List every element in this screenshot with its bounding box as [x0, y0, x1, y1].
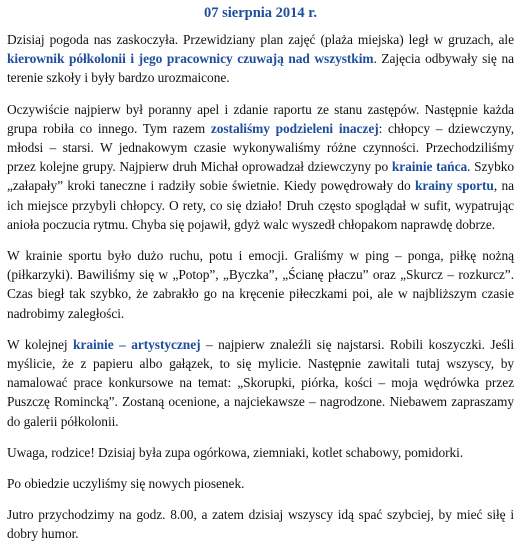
paragraph-5: [7, 443, 514, 462]
document-body: [7, 30, 514, 544]
paragraph-4: [7, 335, 514, 431]
text-run: : chłopcy – dziewczyny, młodsi – starsi. W jednakowym czasie wykonywaliśmy różne czynności. Przechodziliśmy przez kolejne grupy. Najpierw druh Michał oprowadzał dziewczyny po: [7, 120, 514, 175]
paragraph-3: [7, 246, 514, 323]
paragraph-6: [7, 474, 514, 493]
text-run: – najpierw znaleźli się najstarsi. Robili koszyczki. Jeśli myślicie, że z papieru albo gałązek, to się mylicie. Następnie zawitali tutaj wszyscy, by namalować prace konkursowe na temat: „Skorupki, piórka, kości – moja wędrówka przez Puszczę Romincką”. Zostaną ocenione, a najciekawsze – nagrodzone. Niebawem zapraszamy do galerii półkolonii.: [7, 336, 514, 429]
text-run: W kolejnej: [7, 336, 74, 352]
text-run: Po obiedzie uczyliśmy się nowych piosenek.: [7, 476, 245, 492]
text-run: . Szybko „załapały” kroki taneczne i radziły sobie świetnie. Kiedy powędrowały do: [7, 159, 515, 194]
paragraph-1: [7, 30, 514, 88]
text-run: , na ich miejsce przybyli chłopcy. O rety, co się działo! Druh często spoglądał w sufit, wypatrując anioła poczucia rytmu. Chyba się pojawił, gdyż walc wyszedł chłopakom naprawdę dobrze.: [7, 178, 515, 232]
text-run: Jutro przychodzimy na godz. 8.00, a zatem dzisiaj wszyscy idą spać szybciej, by mieć siłę i dobry humor.: [7, 507, 514, 542]
document-date: 07 sierpnia 2014 r.: [203, 5, 318, 21]
highlighted-phrase: krainie – artystycznej: [73, 336, 201, 352]
text-run: Uwaga, rodzice! Dzisiaj była zupa ogórkowa, ziemniaki, kotlet schabowy, pomidorki.: [7, 444, 464, 460]
highlighted-phrase: krainy sportu: [414, 178, 494, 194]
text-run: Dzisiaj pogoda nas zaskoczyła. Przewidziany plan zajęć (plaża miejska) legł w gruzach, ale: [7, 32, 514, 47]
highlighted-phrase: zostaliśmy podzieleni inaczej: [210, 120, 379, 136]
paragraph-2: [7, 100, 514, 234]
text-run: Oczywiście najpierw był poranny apel i zdanie raportu ze stanu zastępów. Następnie każda grupa robiła co innego. Tym razem: [7, 101, 514, 136]
paragraph-7: [7, 505, 514, 543]
text-run: W krainie sportu było dużo ruchu, potu i emocji. Graliśmy w ping – ponga, piłkę nożną (piłkarzyki). Bawiliśmy się w „Potop”, „Byczka”, „Ścianę płaczu” oraz „Skurcz – rozkurcz”. Czas biegł tak szybko, że zabrakło go na kręcenie piłeczkami poi, ale w najbliższym czasie nadrobimy zaległości.: [7, 248, 514, 321]
highlighted-phrase: kierownik półkolonii i jego pracownicy czuwają nad wszystkim: [7, 51, 374, 67]
text-run: . Zajęcia odbywały się na terenie szkoły i były bardzo urozmaicone.: [7, 51, 514, 86]
highlighted-phrase: krainie tańca: [391, 159, 468, 175]
